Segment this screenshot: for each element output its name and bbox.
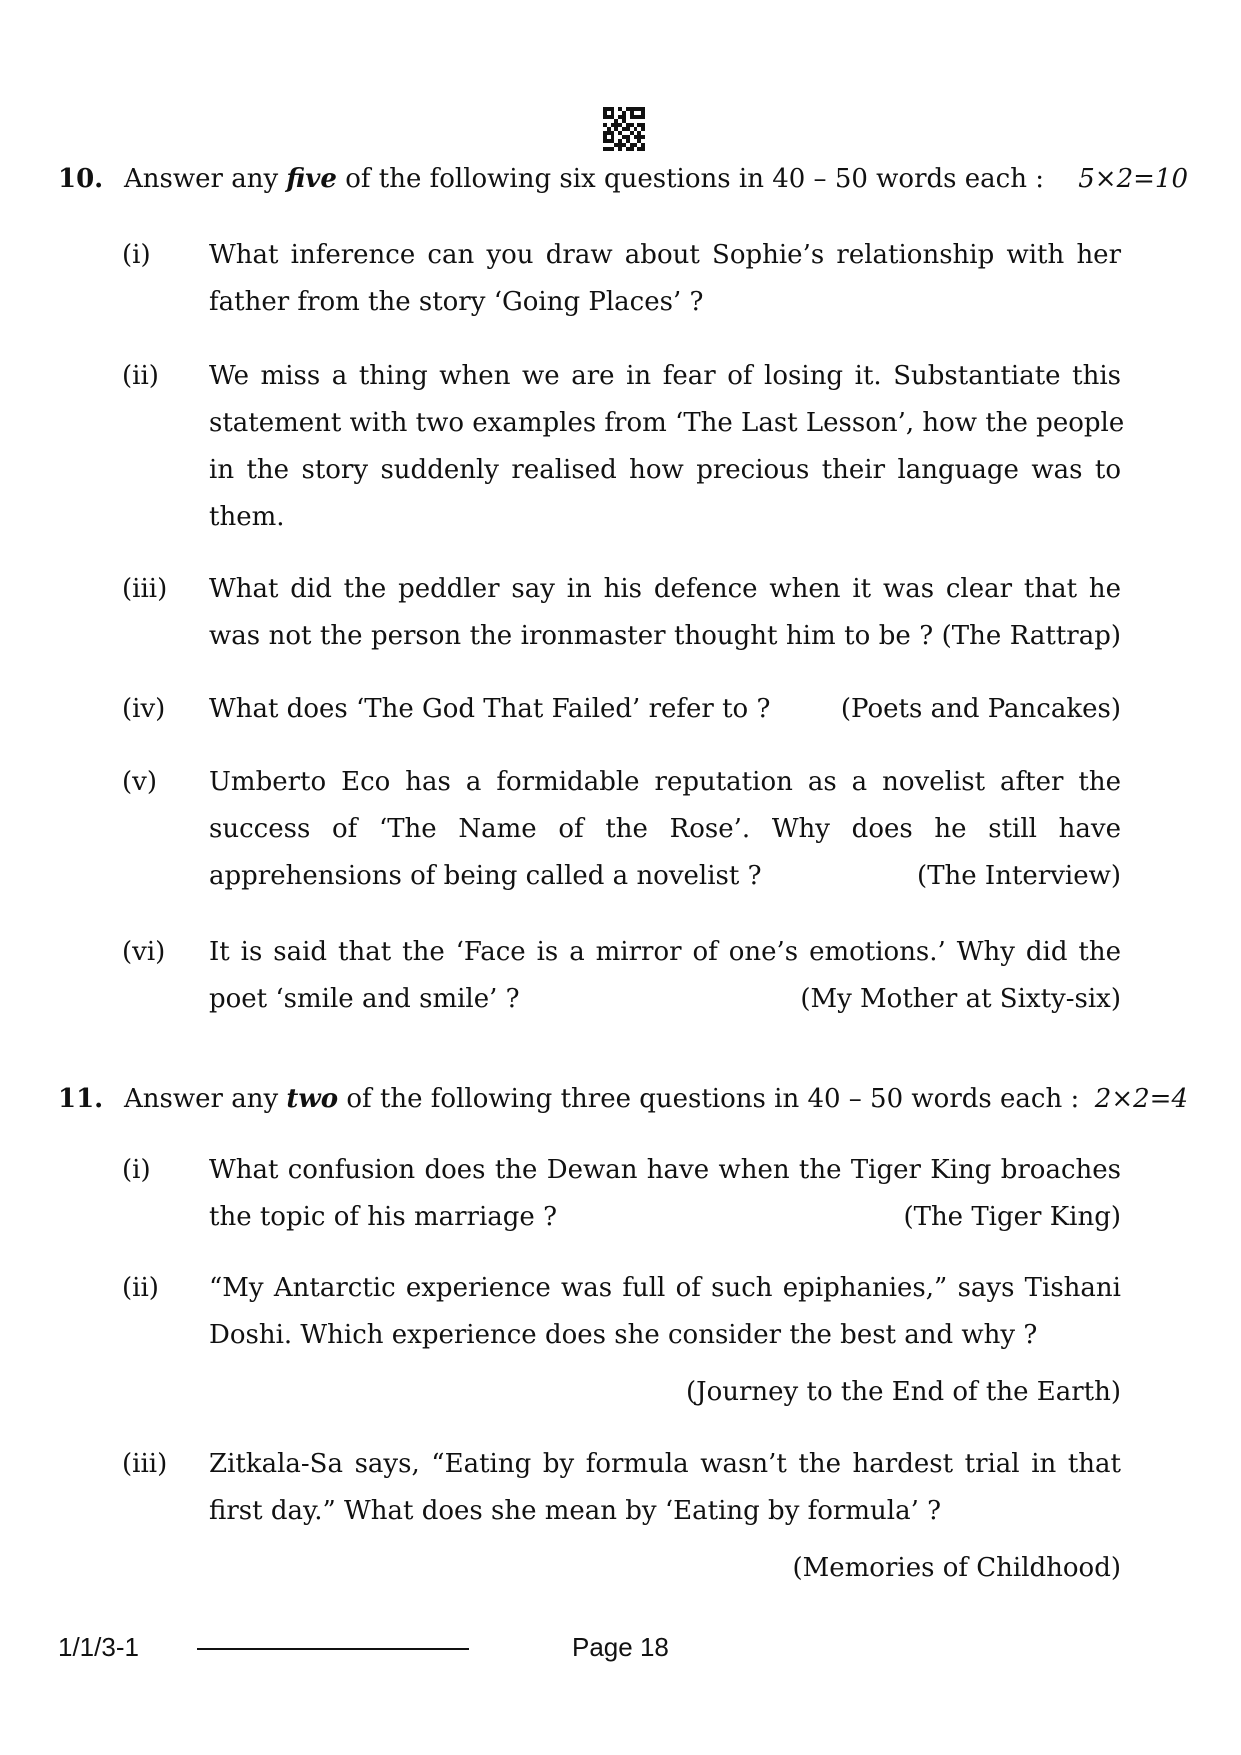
question-10-header xyxy=(58,159,1188,199)
question-line: “My Antarctic experience was full of such epiphanies,” says Tishani xyxy=(209,1273,1121,1303)
question-line: We miss a thing when we are in fear of losing it. Substantiate this xyxy=(209,361,1121,391)
question-line: the topic of his marriage ? (The Tiger King) xyxy=(209,1194,1121,1241)
question-number: 10. xyxy=(58,164,104,194)
question-line: Umberto Eco has a formidable reputation as a novelist after the xyxy=(209,767,1121,797)
question-instruction: Answer any two of the following three questions in 40 – 50 words each : xyxy=(124,1084,1080,1114)
question-line: them. xyxy=(209,502,285,532)
emphasis-word: two xyxy=(286,1084,339,1114)
sub-question-number: (iv) xyxy=(122,694,166,724)
marks-scheme: 2×2=4 xyxy=(1094,1084,1188,1114)
question-line: first day.” What does she mean by ‘Eating by formula’ ? xyxy=(209,1496,942,1526)
sub-question-number: (i) xyxy=(122,1155,151,1185)
source-reference: (Journey to the End of the Earth) xyxy=(686,1377,1121,1407)
question-line: apprehensions of being called a novelist ? (The Interview) xyxy=(209,853,1121,900)
question-number: 11. xyxy=(58,1084,104,1114)
footer-rule xyxy=(197,1648,469,1650)
question-instruction: Answer any five of the following six questions in 40 – 50 words each : xyxy=(124,164,1044,194)
source-reference: (My Mother at Sixty-six) xyxy=(800,984,1121,1014)
sub-question-number: (ii) xyxy=(122,1273,159,1303)
question-line: What inference can you draw about Sophie’s relationship with her xyxy=(209,240,1121,270)
question-line: father from the story ‘Going Places’ ? xyxy=(209,287,704,317)
source-reference: (The Tiger King) xyxy=(903,1202,1121,1232)
question-line: What confusion does the Dewan have when the Tiger King broaches xyxy=(209,1155,1121,1185)
marks-scheme: 5×2=10 xyxy=(1078,164,1188,194)
source-reference: (The Interview) xyxy=(917,861,1121,891)
source-reference: (Poets and Pancakes) xyxy=(840,694,1121,724)
question-line: statement with two examples from ‘The Last Lesson’, how the people xyxy=(209,408,1125,438)
source-reference: (Memories of Childhood) xyxy=(792,1553,1121,1583)
sub-question-number: (vi) xyxy=(122,937,166,967)
sub-question-number: (iii) xyxy=(122,574,168,604)
question-line: in the story suddenly realised how precious their language was to xyxy=(209,455,1121,485)
question-line: It is said that the ‘Face is a mirror of one’s emotions.’ Why did the xyxy=(209,937,1121,967)
sub-question-number: (v) xyxy=(122,767,157,797)
question-11-header xyxy=(58,1079,1188,1119)
question-line: success of ‘The Name of the Rose’. Why does he still have xyxy=(209,814,1121,844)
question-line: What does ‘The God That Failed’ refer to ? (Poets and Pancakes) xyxy=(209,686,1121,733)
question-line: What did the peddler say in his defence when it was clear that he xyxy=(209,574,1121,604)
sub-question-number: (i) xyxy=(122,240,151,270)
question-line: was not the person the ironmaster thought him to be ? (The Rattrap) xyxy=(209,621,1121,651)
sub-question-number: (iii) xyxy=(122,1449,168,1479)
qr-code xyxy=(603,107,645,151)
paper-code: 1/1/3-1 xyxy=(58,1632,139,1662)
page-number: Page 18 xyxy=(572,1632,669,1662)
question-line: Zitkala-Sa says, “Eating by formula wasn’t the hardest trial in that xyxy=(209,1449,1121,1479)
sub-question-number: (ii) xyxy=(122,361,159,391)
emphasis-word: five xyxy=(286,164,337,194)
question-line: poet ‘smile and smile’ ? (My Mother at Sixty-six) xyxy=(209,976,1121,1023)
question-line: Doshi. Which experience does she consider the best and why ? xyxy=(209,1320,1038,1350)
